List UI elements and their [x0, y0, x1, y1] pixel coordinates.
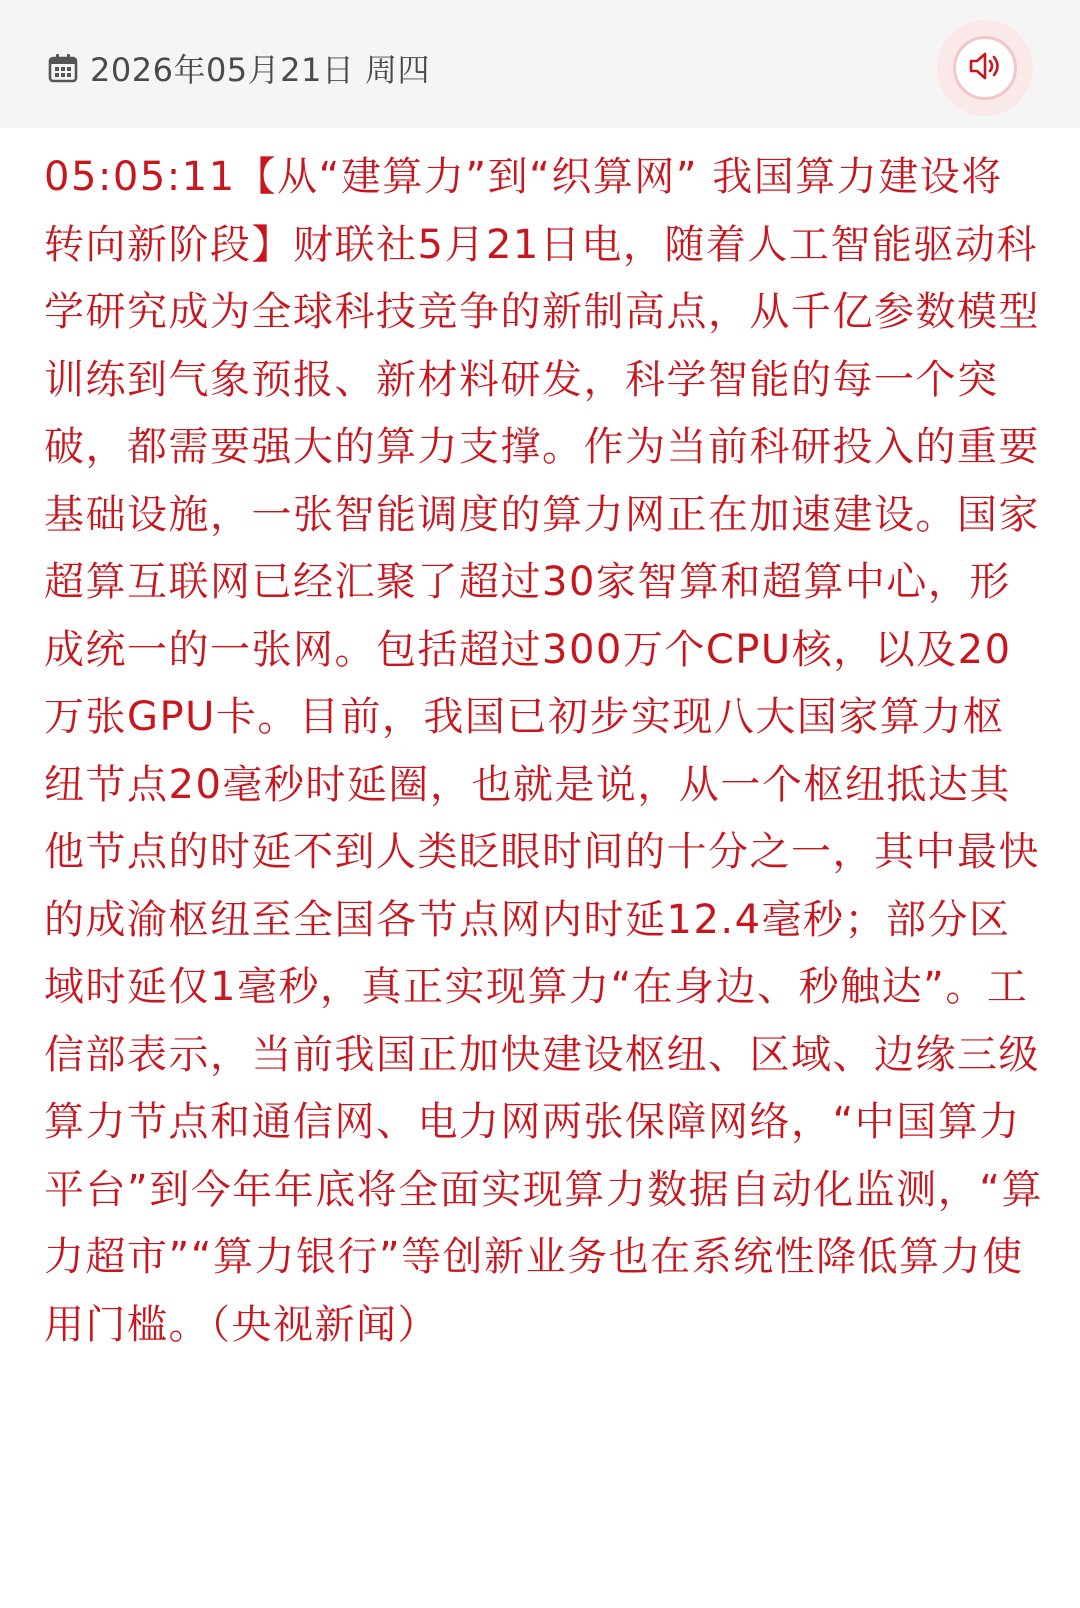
speaker-icon — [967, 50, 1003, 86]
news-body: 【从“建算力”到“织算网” 我国算力建设将转向新阶段】财联社5月21日电，随着人工智能驱动科学研究成为全球科技竞争的新制高点，从千亿参数模型训练到气象预报、新材料研发，科学智能的每一个突破，都需要强大的算力支撑。作为当前科研投入的重要基础设施，一张智能调度的算力网正在加速建设。国家超算互联网已经汇聚了超过30家智算和超算中心，形成统一的一张网。包括超过300万个CPU核，以及20万张GPU卡。目前，我国已初步实现八大国家算力枢纽节点20毫秒时延圈，也就是说，从一个枢纽抵达其他节点的时延不到人类眨眼时间的十分之一，其中最快的成渝枢纽至全国各节点网内时延12.4毫秒；部分区域时延仅1毫秒，真正实现算力“在身边、秒触达”。工信部表示，当前我国正加快建设枢纽、区域、边缘三级算力节点和通信网、电力网两张保障网络，“中国算力平台”到今年年底将全面实现算力数据自动化监测，“算力超市”“算力银行”等创新业务也在系统性降低算力使用门槛。（央视新闻） — [44, 154, 1043, 1348]
date-label: 2026年05月21日 周四 — [90, 51, 431, 89]
news-article — [44, 144, 1044, 1359]
news-time: 05:05:11 — [44, 154, 236, 200]
date-header — [0, 0, 1080, 128]
audio-play-button[interactable] — [937, 20, 1033, 116]
date-row — [48, 46, 430, 90]
audio-button-inner[interactable] — [953, 36, 1017, 100]
calendar-icon — [48, 53, 78, 83]
